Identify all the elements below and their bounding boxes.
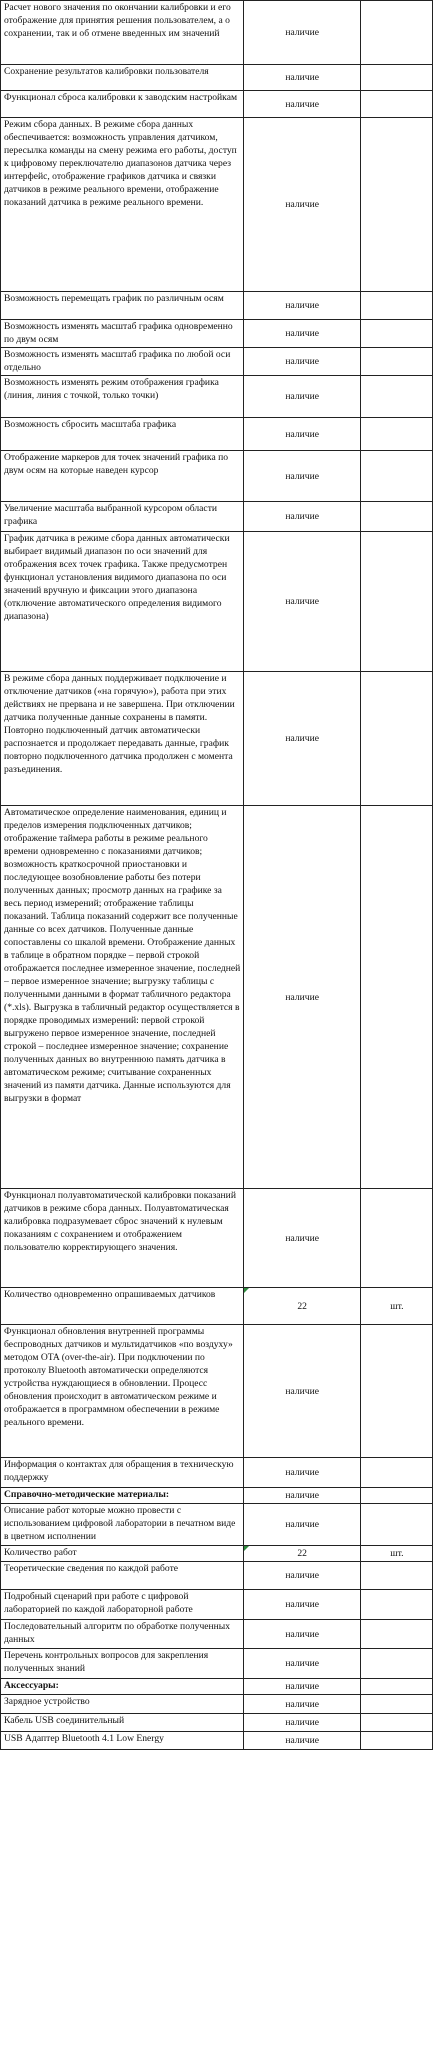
row-description: Отображение маркеров для точек значений графика по двум осям на которые наведен курсор bbox=[1, 451, 244, 502]
section-header-row bbox=[1, 1679, 433, 1695]
row-description: Функционал полуавтоматической калибровки показаний датчиков в режиме сбора данных. Полуавтоматическая калибровка подразумевает сброс значений к нулевым показаниям с сохранением и отображением пользователю корректирующего значения. bbox=[1, 1189, 244, 1288]
row-unit bbox=[360, 806, 432, 1189]
table-row bbox=[1, 672, 433, 806]
row-description: Функционал сброса калибровки к заводским настройкам bbox=[1, 91, 244, 118]
row-unit bbox=[360, 348, 432, 376]
table-row bbox=[1, 1649, 433, 1679]
row-unit bbox=[360, 376, 432, 418]
row-value: наличие bbox=[243, 1562, 360, 1590]
row-description: Возможность изменять масштаб графика одновременно по двум осям bbox=[1, 320, 244, 348]
table-row bbox=[1, 1325, 433, 1458]
row-description: Расчет нового значения по окончании калибровки и его отображение для принятия решения пользователем, а о сохранении, так и об отмене введенных им значений bbox=[1, 1, 244, 65]
row-description: Перечень контрольных вопросов для закрепления полученных знаний bbox=[1, 1649, 244, 1679]
table-row bbox=[1, 1, 433, 65]
row-description: Последовательный алгоритм по обработке полученных данных bbox=[1, 1620, 244, 1649]
row-description: В режиме сбора данных поддерживает подключение и отключение датчиков («на горячую»), работа при этих действиях не прервана и не завершена. При отключении датчика полученные данные сохранены в памяти. Повторно подключенный датчик автоматически распознается и продолжает передавать данные, график повторно подключенного датчика продолжен с момента разъединения. bbox=[1, 672, 244, 806]
row-value: наличие bbox=[243, 1732, 360, 1750]
row-value: наличие bbox=[243, 1679, 360, 1695]
row-unit: шт. bbox=[360, 1288, 432, 1325]
table-row bbox=[1, 118, 433, 292]
row-description: Описание работ которые можно провести с использованием цифровой лаборатории в печатном виде в цветном исполнении bbox=[1, 1504, 244, 1546]
row-value: 22 bbox=[243, 1546, 360, 1562]
row-description: Кабель USB соединительный bbox=[1, 1714, 244, 1732]
row-value: наличие bbox=[243, 1189, 360, 1288]
row-unit bbox=[360, 1732, 432, 1750]
row-value: наличие bbox=[243, 320, 360, 348]
table-row bbox=[1, 502, 433, 532]
row-unit bbox=[360, 1679, 432, 1695]
row-unit: шт. bbox=[360, 1546, 432, 1562]
row-unit bbox=[360, 1695, 432, 1714]
row-unit bbox=[360, 672, 432, 806]
row-value: наличие bbox=[243, 1620, 360, 1649]
table-row bbox=[1, 91, 433, 118]
table-row bbox=[1, 1546, 433, 1562]
table-row bbox=[1, 1695, 433, 1714]
row-unit bbox=[360, 451, 432, 502]
row-value: наличие bbox=[243, 532, 360, 672]
row-description: Сохранение результатов калибровки пользователя bbox=[1, 65, 244, 91]
table-row bbox=[1, 320, 433, 348]
row-description: Информация о контактах для обращения в техническую поддержку bbox=[1, 1458, 244, 1488]
row-description: График датчика в режиме сбора данных автоматически выбирает видимый диапазон по оси значений для отображения всех точек графика. Также предусмотрен функционал установления видимого диапазона по оси значений вручную и фиксации этого диапазона (отключение автоматического определения видимого диапазона) bbox=[1, 532, 244, 672]
row-description: Подробный сценарий при работе с цифровой лабораторией по каждой лабораторной работе bbox=[1, 1590, 244, 1620]
table-row bbox=[1, 1458, 433, 1488]
row-unit bbox=[360, 1, 432, 65]
row-unit bbox=[360, 320, 432, 348]
row-description: Возможность перемещать график по различным осям bbox=[1, 292, 244, 320]
row-description: Функционал обновления внутренней программы беспроводных датчиков и мультидатчиков «по воздуху» методом OTA (over-the-air). При подключении по протоколу Bluetooth автоматически определяются устройства нуждающиеся в обновлении. Процесс обновления происходит в автоматическом режиме и отображается в программном обеспечении в режиме реального времени. bbox=[1, 1325, 244, 1458]
row-description: Возможность сбросить масштаба графика bbox=[1, 418, 244, 451]
row-value: наличие bbox=[243, 502, 360, 532]
row-value: наличие bbox=[243, 806, 360, 1189]
row-unit bbox=[360, 91, 432, 118]
row-value: наличие bbox=[243, 451, 360, 502]
row-unit bbox=[360, 1590, 432, 1620]
table-row bbox=[1, 1189, 433, 1288]
row-unit bbox=[360, 1325, 432, 1458]
row-unit bbox=[360, 292, 432, 320]
row-description: USB Адаптер Bluetooth 4.1 Low Energy bbox=[1, 1732, 244, 1750]
row-unit bbox=[360, 532, 432, 672]
row-value: наличие bbox=[243, 376, 360, 418]
row-unit bbox=[360, 418, 432, 451]
row-description: Количество одновременно опрашиваемых датчиков bbox=[1, 1288, 244, 1325]
row-value: наличие bbox=[243, 1504, 360, 1546]
row-value: наличие bbox=[243, 65, 360, 91]
table-row bbox=[1, 1590, 433, 1620]
table-row bbox=[1, 418, 433, 451]
row-unit bbox=[360, 118, 432, 292]
row-value: наличие bbox=[243, 91, 360, 118]
row-value: наличие bbox=[243, 1590, 360, 1620]
row-value: 22 bbox=[243, 1288, 360, 1325]
row-description: Количество работ bbox=[1, 1546, 244, 1562]
section-title: Справочно-методические материалы: bbox=[1, 1488, 244, 1504]
table-row bbox=[1, 376, 433, 418]
row-value: наличие bbox=[243, 1695, 360, 1714]
section-title: Аксессуары: bbox=[1, 1679, 244, 1695]
row-value: наличие bbox=[243, 672, 360, 806]
table-row bbox=[1, 532, 433, 672]
table-row bbox=[1, 1620, 433, 1649]
row-unit bbox=[360, 1649, 432, 1679]
row-value: наличие bbox=[243, 1488, 360, 1504]
row-unit bbox=[360, 65, 432, 91]
table-row bbox=[1, 348, 433, 376]
table-row bbox=[1, 451, 433, 502]
row-value: наличие bbox=[243, 348, 360, 376]
row-value: наличие bbox=[243, 1325, 360, 1458]
table-row bbox=[1, 1288, 433, 1325]
section-header-row bbox=[1, 1488, 433, 1504]
table-row bbox=[1, 1732, 433, 1750]
row-unit bbox=[360, 1458, 432, 1488]
row-unit bbox=[360, 502, 432, 532]
table-row bbox=[1, 1504, 433, 1546]
row-unit bbox=[360, 1488, 432, 1504]
table-row bbox=[1, 1562, 433, 1590]
row-value: наличие bbox=[243, 118, 360, 292]
table-row bbox=[1, 65, 433, 91]
row-value: наличие bbox=[243, 418, 360, 451]
row-value: наличие bbox=[243, 292, 360, 320]
row-description: Возможность изменять масштаб графика по любой оси отдельно bbox=[1, 348, 244, 376]
row-unit bbox=[360, 1714, 432, 1732]
row-description: Зарядное устройство bbox=[1, 1695, 244, 1714]
row-unit bbox=[360, 1504, 432, 1546]
table-row bbox=[1, 806, 433, 1189]
row-unit bbox=[360, 1189, 432, 1288]
row-description: Увеличение масштаба выбранной курсором области графика bbox=[1, 502, 244, 532]
table-row bbox=[1, 1714, 433, 1732]
row-description: Автоматическое определение наименования, единиц и пределов измерения подключенных датчиков; отображение таймера работы в режиме реального времени одновременно с показаниями датчиков; возможность краткосрочной приостановки и последующее возобновление работы без потери полученных данных; просмотр данных на графике за весь период измерений; отображение таблицы показаний. Таблица показаний содержит все полученные данные со всех датчиков. Полученные данные сопоставлены со шкалой времени. Отображение данных в таблице в обратном порядке – первой строкой отображается последнее измеренное значение, последней – первое измеренное значение; выгрузку таблицы с полученными данными в формат табличного редактора (*.xls). Выгрузка в табличный редактор осуществляется в порядке проводимых измерений: первой строкой выгружено первое измеренное значение, последней строкой – последнее измеренное значение; сохранение полученных данных во внутреннюю память датчика в автоматическом режиме; считывание сохраненных значений из памяти датчика. Данные используются для выгрузки в формат bbox=[1, 806, 244, 1189]
row-description: Возможность изменять режим отображения графика (линия, линия с точкой, только точки) bbox=[1, 376, 244, 418]
table-row bbox=[1, 292, 433, 320]
row-description: Теоретические сведения по каждой работе bbox=[1, 1562, 244, 1590]
row-value: наличие bbox=[243, 1649, 360, 1679]
row-value: наличие bbox=[243, 1, 360, 65]
row-unit bbox=[360, 1620, 432, 1649]
row-value: наличие bbox=[243, 1714, 360, 1732]
row-value: наличие bbox=[243, 1458, 360, 1488]
row-unit bbox=[360, 1562, 432, 1590]
row-description: Режим сбора данных. В режиме сбора данных обеспечивается: возможность управления датчиком, пересылка команды на смену режима его работы, доступ к цифровому переключателю диапазонов датчика через интерфейс, отображение графиков датчика и связки датчиков в режиме реального времени, отображение показаний датчика в режиме реального времени. bbox=[1, 118, 244, 292]
